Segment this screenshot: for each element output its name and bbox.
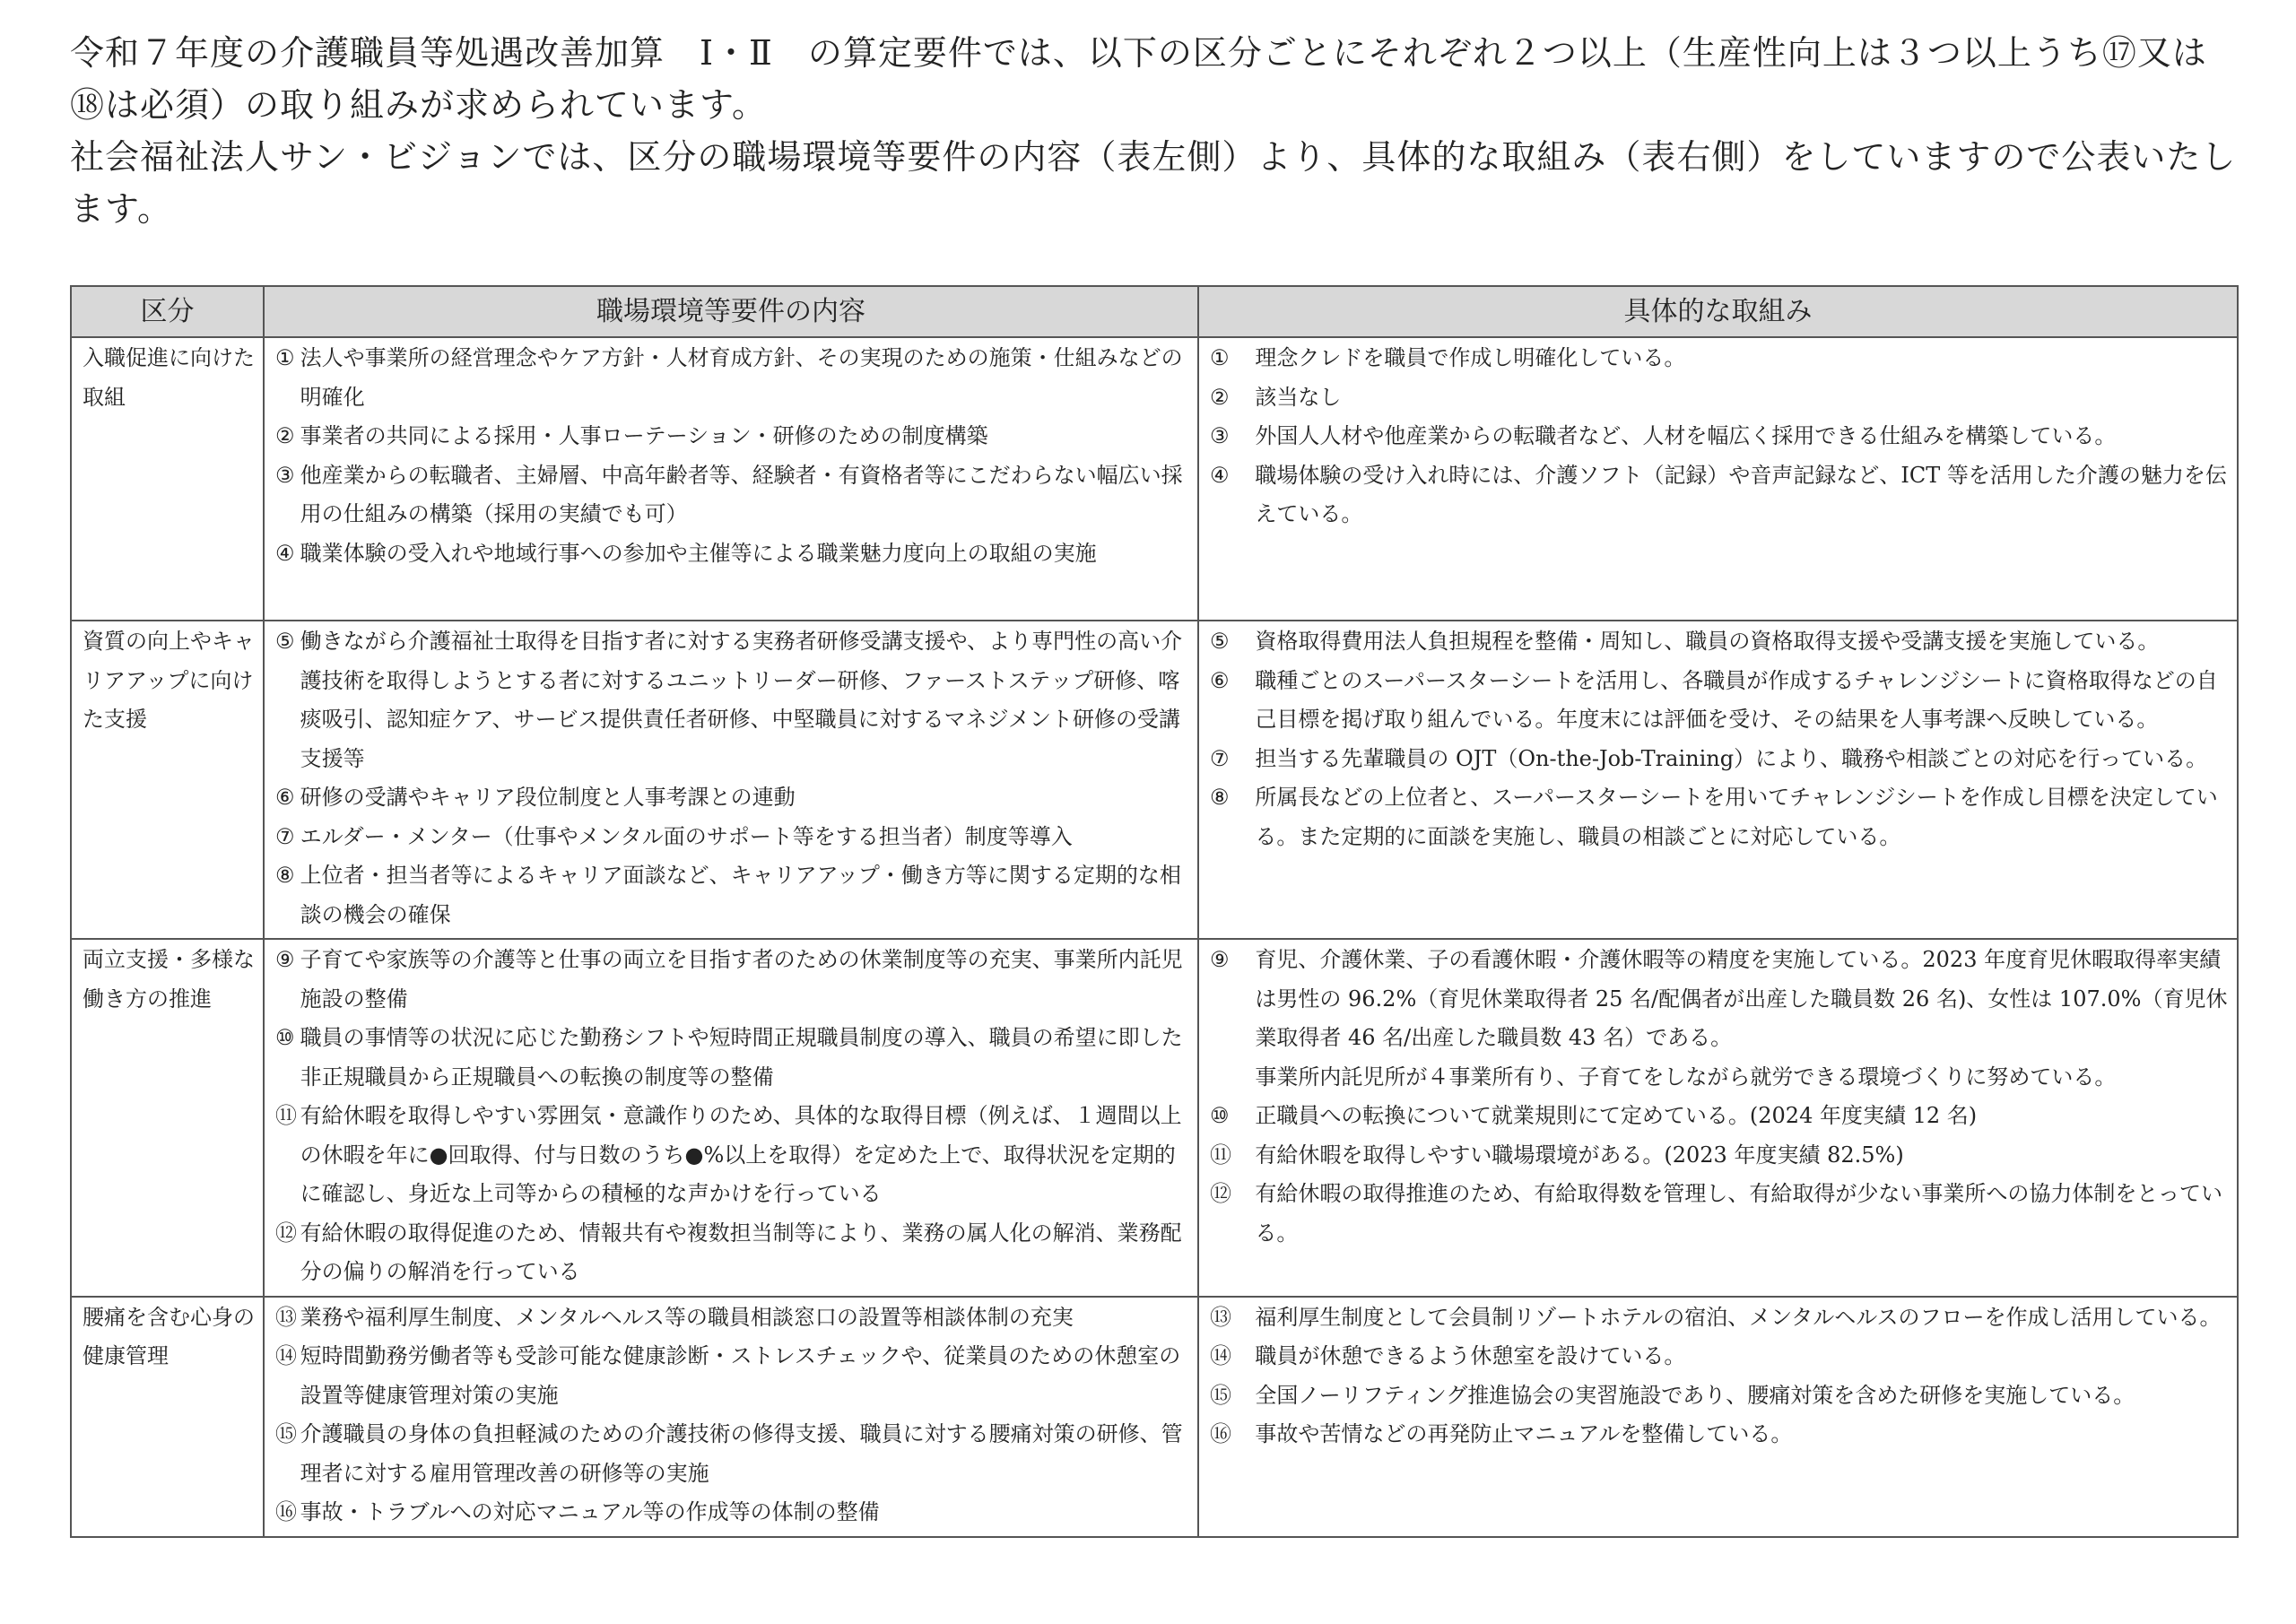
action-item: ⑫ 有給休暇の取得推進のため、有給取得数を管理し、有給取得が少ない事業所への協力体制をとっている。	[1210, 1181, 2222, 1246]
header-requirements: 職場環境等要件の内容	[264, 286, 1198, 337]
requirement-item: ⑨ 子育てや家族等の介護等と仕事の両立を目指す者のための休業制度等の充実、事業所内託児施設の整備	[275, 947, 1183, 1012]
requirement-item: ② 事業者の共同による採用・人事ローテーション・研修のための制度構築	[275, 423, 988, 448]
requirement-item: ⑫ 有給休暇の取得促進のため、情報共有や複数担当制等により、業務の属人化の解消、業務配分の偏りの解消を行っている	[275, 1220, 1182, 1284]
action-item: ⑧ 所属長などの上位者と、スーパースターシートを用いてチャレンジシートを作成し目標を決定している。また定期的に面談を実施し、職員の相談ごとに対応している。	[1210, 785, 2218, 849]
action-item: ⑪ 有給休暇を取得しやすい職場環境がある。(2023 年度実績 82.5%)	[1210, 1142, 1904, 1168]
action-item: ④ 職場体験の受け入れ時には、介護ソフト（記録）や音声記録など、ICT 等を活用した介護の魅力を伝えている。	[1210, 462, 2227, 526]
header-category: 区分	[71, 286, 264, 337]
table-header-row	[71, 286, 2238, 337]
table-row	[71, 1297, 2238, 1537]
action-item: ⑩ 正職員への転換について就業規則にて定めている。(2024 年度実績 12 名)	[1210, 1103, 1978, 1128]
category-cell: 両立支援・多様な働き方の推進	[71, 939, 264, 1297]
requirements-cell	[264, 621, 1198, 939]
action-item: 事業所内託児所が４事業所有り、子育てをしながら就労できる環境づくりに努めている。	[1255, 1064, 2117, 1090]
actions-cell	[1198, 337, 2238, 621]
requirement-item: ⑭ 短時間勤務労働者等も受診可能な健康診断・ストレスチェックや、従業員のための休憩室の設置等健康管理対策の実施	[275, 1343, 1181, 1408]
action-item: ③ 外国人人材や他産業からの転職者など、人材を幅広く採用できる仕組みを構築している。	[1210, 423, 2117, 448]
requirements-cell	[264, 337, 1198, 621]
requirement-item: ⑬ 業務や福利厚生制度、メンタルヘルス等の職員相談窓口の設置等相談体制の充実	[275, 1304, 1074, 1330]
header-actions: 具体的な取組み	[1198, 286, 2238, 337]
table-row	[71, 337, 2238, 621]
requirement-item: ⑩ 職員の事情等の状況に応じた勤務シフトや短時間正規職員制度の導入、職員の希望に即した非正規職員から正規職員への転換の制度等の整備	[275, 1025, 1183, 1090]
action-item: ⑦ 担当する先輩職員の OJT（On-the-Job-Training）により、職務や相談ごとの対応を行っている。	[1210, 745, 2208, 771]
requirement-item: ⑧ 上位者・担当者等によるキャリア面談など、キャリアアップ・働き方等に関する定期的な相談の機会の確保	[275, 863, 1181, 927]
requirement-item: ① 法人や事業所の経営理念やケア方針・人材育成方針、その実現のための施策・仕組みなどの明確化	[275, 345, 1183, 410]
intro-text	[70, 27, 2240, 235]
requirements-cell	[264, 939, 1198, 1297]
action-item: ② 該当なし	[1210, 384, 1342, 410]
requirements-cell	[264, 1297, 1198, 1537]
category-cell: 入職促進に向けた取組	[71, 337, 264, 621]
requirement-item: ⑥ 研修の受講やキャリア段位制度と人事考課との連動	[275, 785, 796, 810]
actions-cell	[1198, 939, 2238, 1297]
actions-cell	[1198, 1297, 2238, 1537]
category-cell: 腰痛を含む心身の健康管理	[71, 1297, 264, 1537]
requirement-item: ⑯ 事故・トラブルへの対応マニュアル等の作成等の体制の整備	[275, 1499, 880, 1524]
table-row	[71, 621, 2238, 939]
action-item: ⑮ 全国ノーリフティング推進協会の実習施設であり、腰痛対策を含めた研修を実施している。	[1210, 1382, 2135, 1408]
action-item: ⑯ 事故や苦情などの再発防止マニュアルを整備している。	[1210, 1421, 1793, 1446]
requirement-item: ⑦ エルダー・メンター（仕事やメンタル面のサポート等をする担当者）制度等導入	[275, 823, 1073, 849]
action-item: ① 理念クレドを職員で作成し明確化している。	[1210, 345, 1686, 370]
requirement-item: ⑪ 有給休暇を取得しやすい雰囲気・意識作りのため、具体的な取得目標（例えば、１週間以上の休暇を年に●回取得、付与日数のうち●%以上を取得）を定めた上で、取得状況を定期的に確認し、身近な上司等からの積極的な声かけを行っている	[275, 1103, 1182, 1206]
requirements-table	[70, 285, 2239, 1538]
actions-cell	[1198, 621, 2238, 939]
requirement-item: ③ 他産業からの転職者、主婦層、中高年齢者等、経験者・有資格者等にこだわらない幅広い採用の仕組みの構築（採用の実績でも可）	[275, 462, 1183, 526]
requirement-item: ⑮ 介護職員の身体の負担軽減のための介護技術の修得支援、職員に対する腰痛対策の研修、管理者に対する雇用管理改善の研修等の実施	[275, 1421, 1183, 1486]
requirement-item: ④ 職業体験の受入れや地域行事への参加や主催等による職業魅力度向上の取組の実施	[275, 540, 1097, 566]
requirement-item: ⑤ 働きながら介護福祉士取得を目指す者に対する実務者研修受講支援や、より専門性の高い介護技術を取得しようとする者に対するユニットリーダー研修、ファーストステップ研修、喀痰吸引、認知症ケア、サービス提供責任者研修、中堅職員に対するマネジメント研修の受講支援等	[275, 629, 1183, 771]
category-cell: 資質の向上やキャリアアップに向けた支援	[71, 621, 264, 939]
action-item: ⑨ 育児、介護休業、子の看護休暇・介護休暇等の精度を実施している。2023 年度育児休暇取得率実績は男性の 96.2%（育児休業取得者 25 名/配偶者が出産した職員数 26 名)、女性は 107.0%（育児休業取得者 46 名/出産した職員数 43 名）である。	[1210, 947, 2228, 1050]
table-row	[71, 939, 2238, 1297]
action-item: ⑤ 資格取得費用法人負担規程を整備・周知し、職員の資格取得支援や受講支援を実施している。	[1210, 629, 2160, 654]
intro-line-1: 令和７年度の介護職員等処遇改善加算 Ⅰ・Ⅱ の算定要件では、以下の区分ごとにそれぞれ２つ以上（生産性向上は３つ以上うち⑰又は⑱は必須）の取り組みが求められています。	[70, 33, 2207, 125]
action-item: ⑥ 職種ごとのスーパースターシートを活用し、各職員が作成するチャレンジシートに資格取得などの自己目標を掲げ取り組んでいる。年度末には評価を受け、その結果を人事考課へ反映している。	[1210, 667, 2218, 732]
action-item: ⑬ 福利厚生制度として会員制リゾートホテルの宿泊、メンタルヘルスのフローを作成し活用している。	[1210, 1304, 2222, 1330]
action-item: ⑭ 職員が休憩できるよう休憩室を設けている。	[1210, 1343, 1686, 1368]
intro-line-2: 社会福祉法人サン・ビジョンでは、区分の職場環境等要件の内容（表左側）より、具体的な取組み（表右側）をしていますので公表いたします。	[70, 137, 2237, 229]
